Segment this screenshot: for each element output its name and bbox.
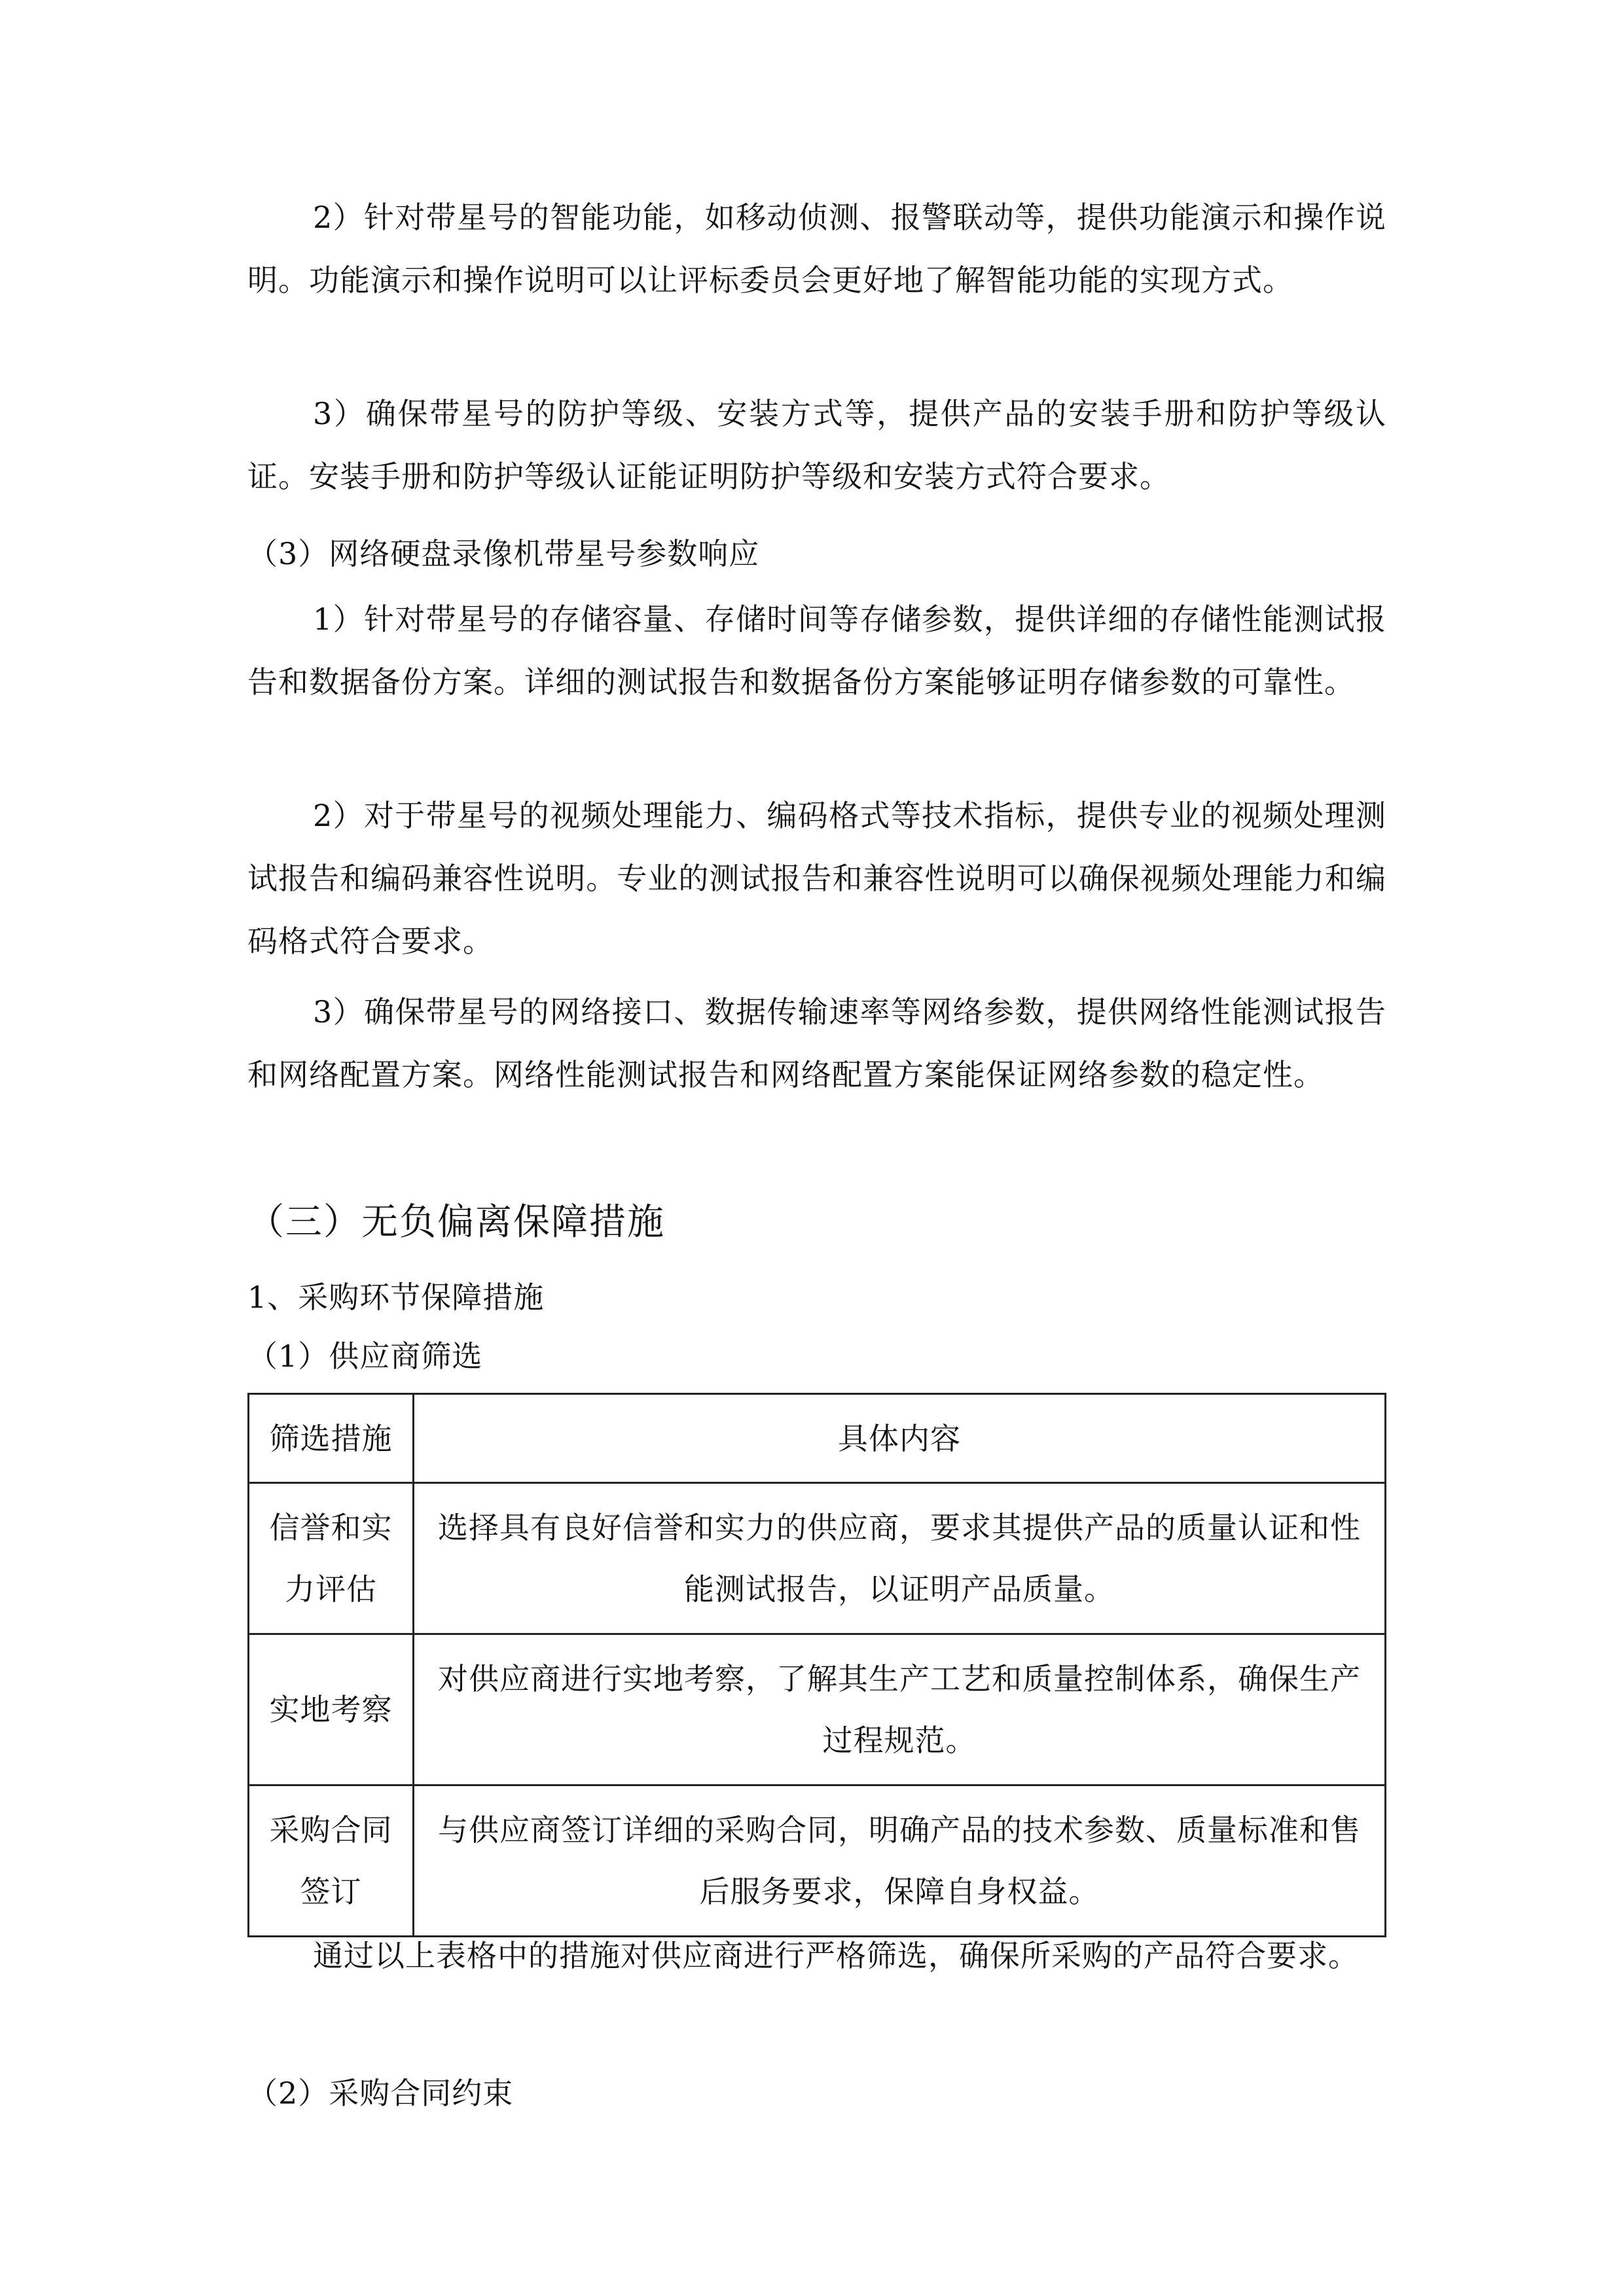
heading-supplier-screening: （1）供应商筛选 <box>247 1338 483 1374</box>
paragraph-protection-level: 3）确保带星号的防护等级、安装方式等，提供产品的安装手册和防护等级认证。安装手册和防护等级认证能证明防护等级和安装方式符合要求。 <box>247 396 1386 494</box>
heading-procurement-measures: 1、采购环节保障措施 <box>247 1280 545 1315</box>
paragraph-table-summary: 通过以上表格中的措施对供应商进行严格筛选，确保所采购的产品符合要求。 <box>313 1938 1359 1973</box>
table-row <box>249 1483 1386 1634</box>
table-row <box>249 1634 1386 1785</box>
table-cell-content: 对供应商进行实地考察，了解其生产工艺和质量控制体系，确保生产过程规范。 <box>414 1634 1386 1785</box>
table-header-cell: 具体内容 <box>414 1394 1386 1483</box>
supplier-screening-table <box>247 1393 1386 1937</box>
heading-contract-constraints: （2）采购合同约束 <box>247 2075 514 2111</box>
table-cell-measure: 信誉和实力评估 <box>249 1483 414 1634</box>
table-row <box>249 1785 1386 1937</box>
paragraph-video-processing: 2）对于带星号的视频处理能力、编码格式等技术指标，提供专业的视频处理测试报告和编码兼容性说明。专业的测试报告和兼容性说明可以确保视频处理能力和编码格式符合要求。 <box>247 798 1386 959</box>
table-cell-content: 与供应商签订详细的采购合同，明确产品的技术参数、质量标准和售后服务要求，保障自身权益。 <box>414 1785 1386 1937</box>
heading-no-negative-deviation: （三）无负偏离保障措施 <box>247 1201 665 1244</box>
table-cell-measure: 采购合同签订 <box>249 1785 414 1937</box>
paragraph-network-params: 3）确保带星号的网络接口、数据传输速率等网络参数，提供网络性能测试报告和网络配置方案。网络性能测试报告和网络配置方案能保证网络参数的稳定性。 <box>247 994 1386 1092</box>
table-cell-measure: 实地考察 <box>249 1634 414 1785</box>
table-cell-content: 选择具有良好信誉和实力的供应商，要求其提供产品的质量认证和性能测试报告，以证明产品质量。 <box>414 1483 1386 1634</box>
heading-nvr-response: （3）网络硬盘录像机带星号参数响应 <box>247 536 760 571</box>
paragraph-storage-params: 1）针对带星号的存储容量、存储时间等存储参数，提供详细的存储性能测试报告和数据备份方案。详细的测试报告和数据备份方案能够证明存储参数的可靠性。 <box>247 601 1386 700</box>
paragraph-smart-functions: 2）针对带星号的智能功能，如移动侦测、报警联动等，提供功能演示和操作说明。功能演示和操作说明可以让评标委员会更好地了解智能功能的实现方式。 <box>247 200 1386 298</box>
table-header-cell: 筛选措施 <box>249 1394 414 1483</box>
table-header-row <box>249 1394 1386 1483</box>
